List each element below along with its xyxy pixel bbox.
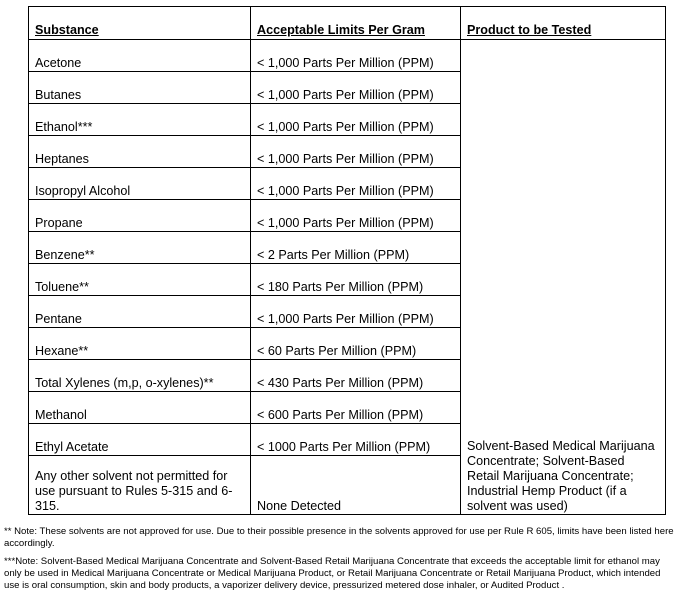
- limit-cell: < 1,000 Parts Per Million (PPM): [251, 104, 461, 136]
- substance-cell: Propane: [29, 200, 251, 232]
- substance-cell: Methanol: [29, 392, 251, 424]
- substance-cell: Toluene**: [29, 264, 251, 296]
- limit-cell: < 1,000 Parts Per Million (PPM): [251, 40, 461, 72]
- header-substance: Substance: [29, 7, 251, 40]
- limit-cell: < 60 Parts Per Million (PPM): [251, 328, 461, 360]
- substance-cell: Total Xylenes (m,p, o-xylenes)**: [29, 360, 251, 392]
- limit-cell: < 1,000 Parts Per Million (PPM): [251, 136, 461, 168]
- header-acceptable-limits: Acceptable Limits Per Gram: [251, 7, 461, 40]
- substance-cell: Ethanol***: [29, 104, 251, 136]
- substance-cell: Heptanes: [29, 136, 251, 168]
- table-row: [29, 40, 666, 72]
- substance-cell: Ethyl Acetate: [29, 424, 251, 456]
- header-product-to-be-tested: Product to be Tested: [461, 7, 666, 40]
- footnotes: [4, 526, 674, 598]
- limit-cell: < 1,000 Parts Per Million (PPM): [251, 296, 461, 328]
- product-cell: Solvent-Based Medical Marijuana Concentrate; Solvent-Based Retail Marijuana Concentrate; Industrial Hemp Product (if a solvent was used): [461, 40, 666, 515]
- substance-cell: Pentane: [29, 296, 251, 328]
- substance-cell: Benzene**: [29, 232, 251, 264]
- limit-cell: < 1000 Parts Per Million (PPM): [251, 424, 461, 456]
- substance-cell: Any other solvent not permitted for use pursuant to Rules 5-315 and 6-315.: [29, 456, 251, 515]
- substance-cell: Acetone: [29, 40, 251, 72]
- limit-cell: None Detected: [251, 456, 461, 515]
- limit-cell: < 1,000 Parts Per Million (PPM): [251, 168, 461, 200]
- substance-cell: Hexane**: [29, 328, 251, 360]
- footnote-double-asterisk: ** Note: These solvents are not approved for use. Due to their possible presence in the solvents approved for use per Rule R 605, limits have been listed here accordingly.: [4, 526, 674, 549]
- solvent-limits-table: [28, 6, 666, 515]
- table-header-row: [29, 7, 666, 40]
- footnote-triple-asterisk: ***Note: Solvent-Based Medical Marijuana Concentrate and Solvent-Based Retail Marijuana Concentrate that exceeds the acceptable limit for ethanol may only be used in Medical Marijuana Concentrate or Medical Marijuana Product, or Retail Marijuana Concentrate or Retail Marijuana Product, which intended use is oral consumption, skin and body products, a vaporizer delivery device, pressurized metered dose inhaler, or Audited Product .: [4, 556, 661, 591]
- limit-cell: < 1,000 Parts Per Million (PPM): [251, 200, 461, 232]
- limit-cell: < 2 Parts Per Million (PPM): [251, 232, 461, 264]
- limit-cell: < 600 Parts Per Million (PPM): [251, 392, 461, 424]
- limit-cell: < 180 Parts Per Million (PPM): [251, 264, 461, 296]
- limit-cell: < 430 Parts Per Million (PPM): [251, 360, 461, 392]
- substance-cell: Butanes: [29, 72, 251, 104]
- substance-cell: Isopropyl Alcohol: [29, 168, 251, 200]
- limit-cell: < 1,000 Parts Per Million (PPM): [251, 72, 461, 104]
